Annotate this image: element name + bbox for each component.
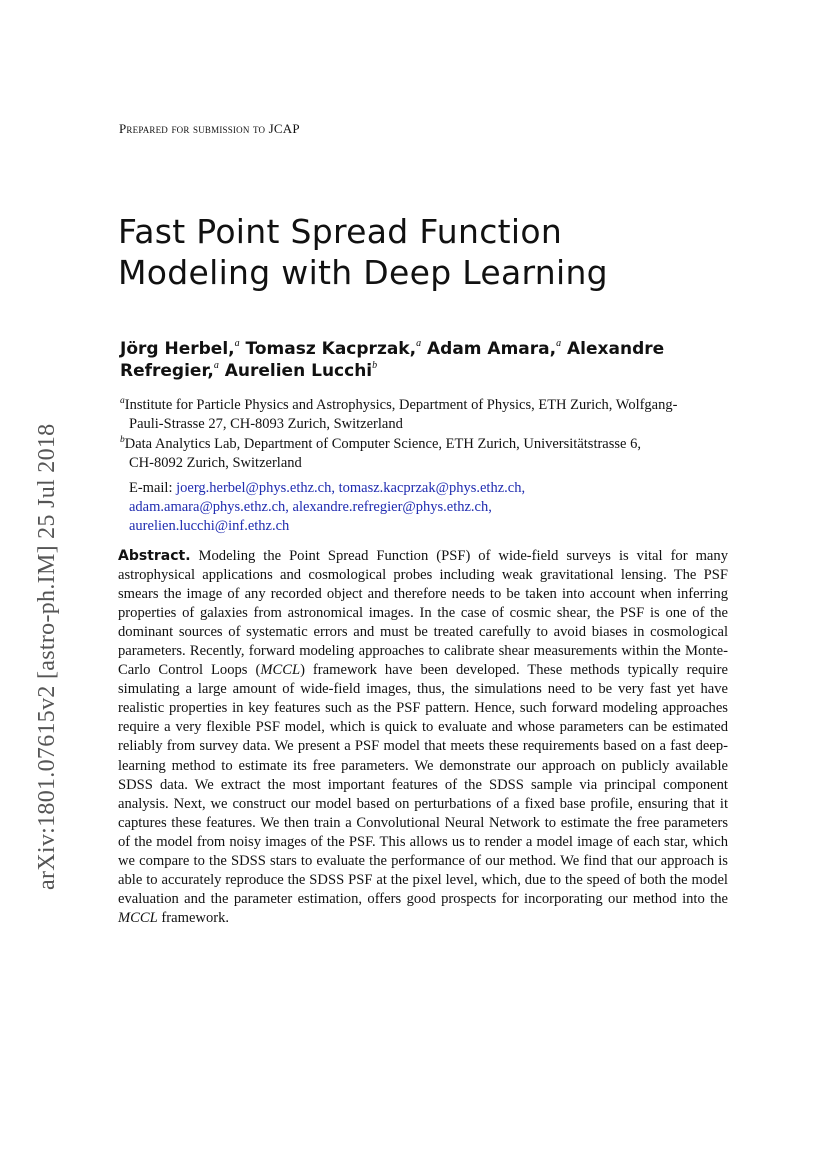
affiliation-text-continued: CH-8092 Zurich, Switzerland: [129, 455, 302, 471]
email-link[interactable]: aurelien.lucchi@inf.ethz.ch: [129, 518, 290, 534]
affiliation-b: [120, 435, 750, 473]
submission-note-text: Prepared for submission to: [119, 121, 266, 136]
arxiv-stamp: arXiv:1801.07615v2 [astro-ph.IM] 25 Jul 2018: [34, 423, 60, 890]
affiliation-text-continued: Pauli-Strasse 27, CH-8093 Zurich, Switzerland: [129, 416, 403, 432]
email-link[interactable]: tomasz.kacprzak@phys.ethz.ch,: [338, 480, 526, 496]
author-line-2: [120, 360, 664, 382]
journal-name: JCAP: [268, 121, 300, 136]
affiliation-text: Institute for Particle Physics and Astrophysics, Department of Physics, ETH Zurich, Wolfgang-: [124, 397, 678, 413]
author-name: Adam Amara,: [427, 339, 557, 359]
email-link[interactable]: joerg.herbel@phys.ethz.ch,: [176, 480, 335, 496]
title-line-2: Modeling with Deep Learning: [118, 253, 608, 292]
author-name: Aurelien Lucchi: [224, 361, 373, 381]
author-affiliation-mark: a: [556, 338, 562, 349]
paper-title: [118, 211, 608, 293]
author-affiliation-mark: a: [416, 338, 422, 349]
author-affiliation-mark: b: [372, 360, 378, 371]
affiliation-mark: b: [120, 435, 125, 445]
email-label: E-mail:: [129, 480, 173, 496]
affiliation-text: Data Analytics Lab, Department of Computer Science, ETH Zurich, Universitätstrasse 6,: [124, 436, 641, 452]
abstract-acronym: MCCL: [260, 662, 301, 679]
author-name: Alexandre: [567, 339, 665, 359]
affiliation-mark: a: [120, 396, 125, 406]
author-name: Jörg Herbel,: [120, 339, 235, 359]
author-line-1: [120, 338, 664, 360]
author-list: [120, 338, 664, 382]
affiliation-a: [120, 396, 750, 434]
abstract-label: Abstract.: [118, 548, 191, 564]
author-name: Tomasz Kacprzak,: [245, 339, 417, 359]
email-block: [129, 479, 525, 536]
email-link[interactable]: adam.amara@phys.ethz.ch,: [129, 499, 289, 515]
title-line-1: Fast Point Spread Function: [118, 212, 563, 251]
abstract-text: framework.: [157, 909, 230, 926]
abstract-text: Modeling the Point Spread Function (PSF) of wide-field surveys is vital for many astrophysical applications and cosmological probes including weak gravitational lensing. The PSF smears the image of any recorded object and therefore needs to be taken into account when inferring properties of galaxies from astronomical images. In the case of cosmic shear, the PSF is one of the dominant sources of systematic errors and must be treated carefully to avoid biases in cosmological parameters. Recently, forward modeling approaches to calibrate shear measurements within the Monte-Carlo Control Loops (: [118, 548, 728, 679]
author-affiliation-mark: a: [234, 338, 240, 349]
author-name: Refregier,: [120, 361, 214, 381]
author-affiliation-mark: a: [213, 360, 219, 371]
submission-note: [119, 121, 300, 137]
email-link[interactable]: alexandre.refregier@phys.ethz.ch,: [292, 499, 492, 515]
abstract-acronym: MCCL: [118, 909, 158, 926]
abstract-text: ) framework have been developed. These methods typically require simulating a large amount of wide-field images, thus, the simulations need to be very fast yet have realistic properties in key features such as the PSF pattern. Hence, such forward modeling approaches require a very flexible PSF model, which is quick to evaluate and whose parameters can be estimated reliably from survey data. We present a PSF model that meets these requirements based on a fast deep-learning method to estimate its free parameters. We demonstrate our approach on publicly available SDSS data. We extract the most important features of the SDSS sample via principal component analysis. Next, we construct our model based on perturbations of a fixed base profile, ensuring that it captures these features. We then train a Convolutional Neural Network to estimate the free parameters of the model from noisy images of the PSF. This allows us to render a model image of each star, which we compare to the SDSS stars to evaluate the performance of our method. We find that our approach is able to accurately reproduce the SDSS PSF at the pixel level, which, due to the speed of both the model evaluation and the parameter estimation, offers good prospects for incorporating our method into the: [118, 662, 728, 907]
abstract: [118, 547, 728, 928]
